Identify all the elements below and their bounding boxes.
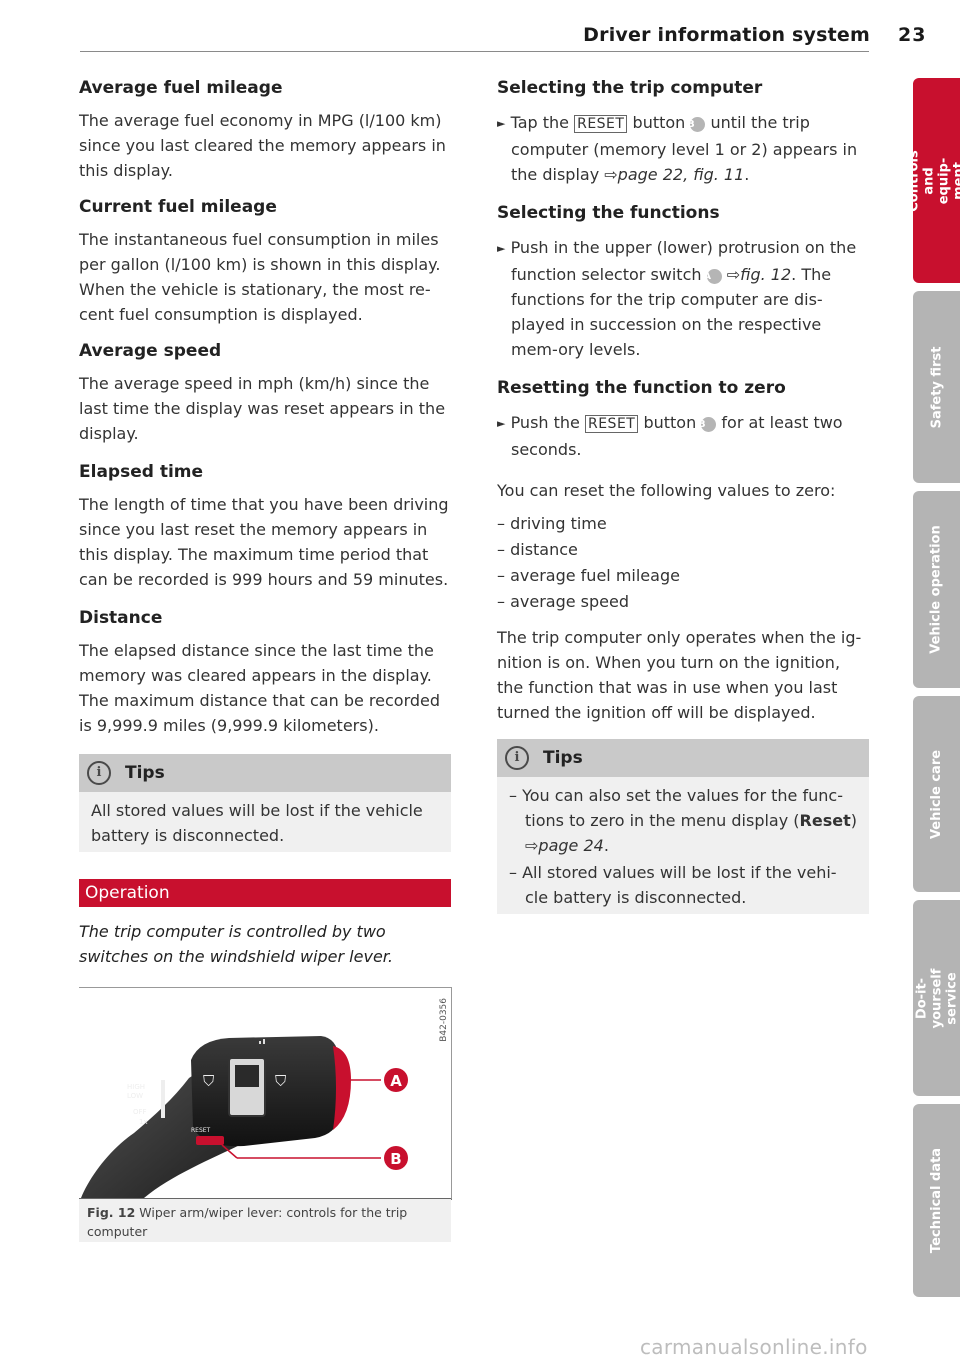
lever-label-1x: 1x [139,1118,148,1126]
tab-safety-first[interactable] [913,291,960,483]
paragraph-distance: The elapsed distance since the last time the memory was cleared appears in the display. The maximum distance that can be recorded is 9,999.9 miles (9,999.9 kilometers). [79,641,441,735]
wiper-lever-drawing [79,988,439,1198]
section-title-elapsed-time: Elapsed time [79,462,204,482]
operation-section-bar: Operation [79,879,451,907]
tab-vehicle-operation[interactable] [913,491,960,688]
tab-label: Safety first [929,346,945,428]
list-item: – average speed [497,592,630,611]
running-header-title: Driver information system [583,24,870,46]
lever-label-low: LOW [127,1092,144,1100]
bullet-selecting-trip-computer: ► Tap the RESET button B until the trip computer (memory level 1 or 2) appears in the display ⇨page 22, fig. 11. [497,113,858,184]
tab-label: Do-it-yourself service [914,968,960,1028]
reset-button-b [196,1136,224,1145]
tab-vehicle-care[interactable] [913,696,960,892]
page-reference-link[interactable]: page 24 [538,836,604,855]
section-title-average-speed: Average speed [79,341,222,361]
arrow-ref-icon: ⇨ [726,265,741,284]
dot [263,1039,265,1044]
paragraph-average-fuel-mileage: The average fuel economy in MPG (l/100 km) since you last cleared the memory appears in this display. [79,111,446,180]
reset-button-label: RESET [585,415,638,433]
list-item: – distance [497,540,578,559]
paragraph-average-speed: The average speed in mph (km/h) since the last time the display was reset appears in the display. [79,374,446,443]
info-icon: i [87,761,111,785]
wiper-lever-illustration [79,987,452,1200]
tips-box-left [79,754,451,852]
right-column [497,76,869,914]
text-segment: Tap the [510,113,569,132]
list-item: – average fuel mileage [497,566,680,585]
left-column [79,76,451,1242]
bullet-resetting-function: ► Push the RESET button B for at least two seconds. [497,413,843,459]
text-segment: Push the [510,413,580,432]
menu-reset-label: Reset [799,811,851,830]
tips-header [497,739,869,777]
figure-caption-label: Fig. 12 [87,1205,136,1220]
page-reference-link[interactable]: page 22, fig. 11 [617,165,745,184]
tips-box-right [497,739,869,914]
dot [259,1041,261,1044]
section-title-current-fuel-mileage: Current fuel mileage [79,197,277,217]
arrow-ref-icon: ⇨ [604,165,618,184]
header-rule [80,51,869,52]
text-segment: ) [850,811,857,830]
tip-item: – All stored values will be lost if the vehi-cle battery is disconnected. [509,863,837,907]
position-marks [161,1080,165,1118]
tab-do-it-yourself-service[interactable] [913,900,960,1096]
text-segment: button [643,413,697,432]
tab-label: Vehicle operation [929,525,945,654]
tab-label: Vehicle care [929,749,944,839]
text-segment: for at least two seconds. [511,413,843,459]
thumbwheel-window [235,1065,259,1087]
section-title-resetting-function: Resetting the function to zero [497,378,786,398]
callout-b-ref: B [690,117,705,132]
tips-header [79,754,451,792]
lever-label-high: HIGH [127,1083,146,1091]
tips-title: Tips [543,748,583,768]
bullet-selecting-functions: ► Push in the upper (lower) protrusion on the function selector switch A ⇨fig. 12. The functions for the trip computer are dis-played in succession on the respective mem-ory levels. [497,238,857,359]
reset-button-label: RESET [574,115,627,133]
page-number: 23 [898,24,927,46]
text-segment: – You can also set the values for the func-tions to zero in the menu display ( [509,786,843,830]
text-segment: . [744,165,750,184]
operation-intro: The trip computer is controlled by two switches on the windshield wiper lever. [79,922,393,966]
reset-intro: You can reset the following values to zero: [497,481,836,500]
callout-b-ref: B [701,417,716,432]
section-title-average-fuel-mileage: Average fuel mileage [79,78,283,98]
paragraph-elapsed-time: The length of time that you have been driving since you last reset the memory appears in this display. The maximum time period that can be recorded is 999 hours and 59 minutes. [79,495,449,589]
callout-b-label: B [390,1150,402,1168]
tip-item [509,783,857,858]
section-title-distance: Distance [79,608,163,628]
text-segment: button [632,113,686,132]
figure-caption-box [79,1199,451,1242]
figure-reference-link[interactable]: fig. 12 [740,265,792,284]
text-segment: . [603,836,609,855]
text-segment: Push in the upper (lower) protrusion on the function selector switch [510,238,857,284]
text-segment: until the trip computer (memory level 1 or 2) appears in the display [511,113,858,184]
watermark: carmanualsonline.info [640,1335,868,1359]
tips-title: Tips [125,763,165,783]
figure-caption [79,1199,451,1245]
tips-body: All stored values will be lost if the vehicle battery is disconnected. [91,801,423,845]
paragraph-ignition: The trip computer only operates when the ig-nition is on. When you turn on the ignition, the function that was in use when you last turned the ignition off will be displayed. [497,628,862,722]
lever-label-off: OFF [133,1108,147,1116]
tab-technical-data[interactable] [913,1104,960,1297]
wiper-front-icon: ⛉ [203,1072,215,1090]
list-item: – driving time [497,514,607,533]
figure-12 [79,987,451,1242]
arrow-ref-icon: ⇨ [525,836,539,855]
callout-a-label: A [390,1072,402,1090]
callout-a-ref: A [707,269,722,284]
wiper-rear-icon: ⛉ [275,1072,287,1090]
tab-label: Technical data [929,1147,944,1254]
text-segment: . The functions for the trip computer are dis-played in succession on the respective mem-ory levels. [511,265,832,359]
figure-code: B42-0356 [439,998,449,1042]
tips-body [497,777,869,914]
section-title-selecting-functions: Selecting the functions [497,203,720,223]
tab-label: Controls and equip-ment [906,149,967,212]
figure-caption-text: Wiper arm/wiper lever: controls for the trip computer [87,1205,408,1239]
reset-values-list [497,511,869,615]
paragraph-current-fuel-mileage: The instantaneous fuel consumption in miles per gallon (l/100 km) is shown in this display. When the vehicle is stationary, the most re-cent fuel consumption is displayed. [79,230,441,324]
tab-controls-and-equipment[interactable] [906,78,967,283]
section-title-selecting-trip-computer: Selecting the trip computer [497,78,763,98]
info-icon: i [505,746,529,770]
lever-label-reset: RESET [191,1127,211,1134]
